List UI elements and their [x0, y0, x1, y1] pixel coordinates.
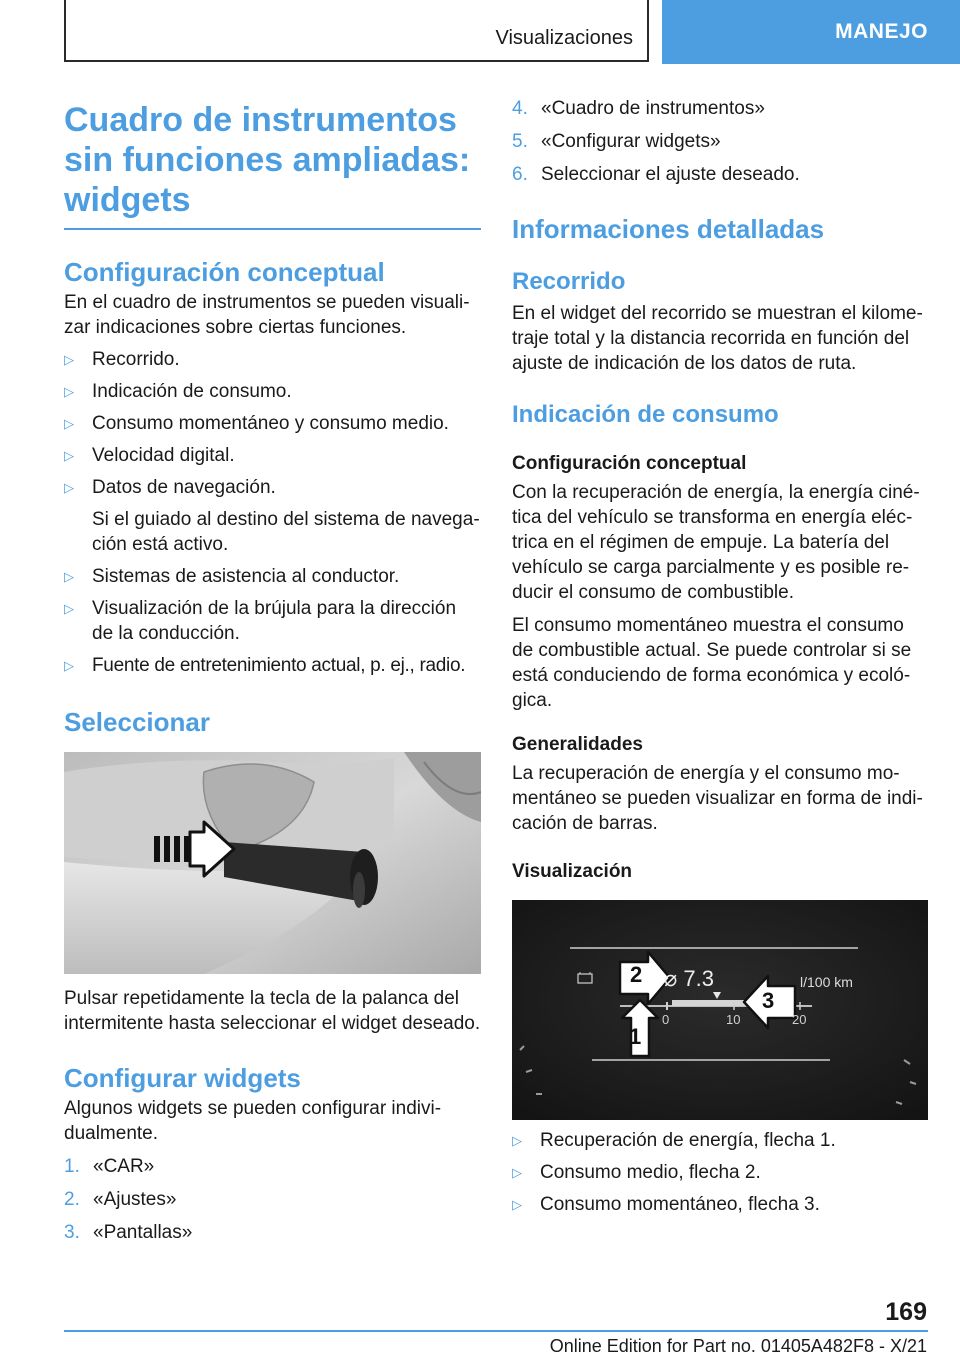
triangle-bullet-icon: ▷ — [64, 384, 74, 399]
triangle-bullet-icon: ▷ — [64, 352, 74, 367]
concept-heading: Configuración conceptual — [64, 257, 385, 287]
general-subheading: Generalidades — [512, 734, 643, 755]
list-item: ▷ Fuente de entretenimiento actual, p. ej., radio. — [64, 655, 466, 676]
list-item: ▷ Velocidad digital. — [64, 445, 235, 466]
list-item: 5. «Configurar widgets» — [512, 131, 721, 152]
triangle-bullet-icon: ▷ — [512, 1165, 522, 1180]
page-title: Cuadro de instrumentos sin funciones ampliadas: widgets — [64, 100, 481, 230]
concept-paragraph-1: Con la recuperación de energía, la energía cinética del vehículo se transforma en energía eléctrica en el régimen de empuje. La batería del vehículo se carga parcialmente y es posible reducir el consumo de combustible. — [512, 482, 920, 603]
display-legend-list — [512, 1128, 928, 1217]
scale-tick-label: 10 — [726, 1012, 741, 1027]
triangle-bullet-icon: ▷ — [64, 416, 74, 431]
list-item: ▷ Datos de navegación. Si el guiado al destino del sistema de navegación está activo. — [64, 477, 480, 555]
consumption-heading: Indicación de consumo — [512, 401, 779, 428]
page-number: 169 — [885, 1298, 927, 1326]
concept-subheading: Configuración conceptual — [512, 453, 747, 474]
general-text: La recuperación de energía y el consumo momentáneo se pueden visualizar en forma de indicación de barras. — [512, 763, 923, 834]
steps-list-right — [512, 96, 928, 187]
concept-text: En el cuadro de instrumentos se pueden visualizar indicaciones sobre ciertas funciones. — [64, 292, 470, 338]
list-item: ▷ Sistemas de asistencia al conductor. — [64, 566, 400, 587]
triangle-bullet-icon: ▷ — [64, 448, 74, 463]
select-heading: Seleccionar — [64, 707, 210, 737]
triangle-bullet-icon: ▷ — [64, 480, 74, 495]
header-section-title: Visualizaciones — [495, 27, 633, 49]
trip-heading: Recorrido — [512, 268, 626, 295]
feature-list — [64, 347, 481, 678]
consumption-unit: l/100 km — [800, 974, 853, 990]
consumption-display-figure — [512, 900, 928, 1120]
list-item: ▷ Recorrido. — [64, 349, 180, 370]
list-item: 6. Seleccionar el ajuste deseado. — [512, 164, 800, 185]
select-text: Pulsar repetidamente la tecla de la palanca del intermitente hasta seleccionar el widget deseado. — [64, 988, 481, 1034]
list-item: ▷ Consumo momentáneo, flecha 3. — [512, 1194, 820, 1215]
navigation-note: Si el guiado al destino del sistema de navegación está activo. — [92, 509, 480, 555]
list-item: ▷ Recuperación de energía, flecha 1. — [512, 1130, 836, 1151]
details-heading: Informaciones detalladas — [512, 214, 825, 244]
header-chapter-tab: MANEJO — [662, 0, 960, 64]
list-item: ▷ Consumo medio, flecha 2. — [512, 1162, 761, 1183]
list-item: 3. «Pantallas» — [64, 1222, 193, 1243]
list-item: ▷ Consumo momentáneo y consumo medio. — [64, 413, 449, 434]
trip-text: En el widget del recorrido se muestran el kilometraje total y la distancia recorrida en función del ajuste de indicación de los datos de ruta. — [512, 303, 923, 374]
list-item: 4. «Cuadro de instrumentos» — [512, 98, 765, 119]
left-column — [64, 100, 481, 1245]
list-item: ▷ Indicación de consumo. — [64, 381, 292, 402]
callout-label: 3 — [762, 988, 775, 1013]
display-subheading: Visualización — [512, 861, 633, 882]
header-frame — [64, 0, 649, 62]
steps-list-left — [64, 1154, 481, 1245]
average-consumption-value: ⌀ 7.3 — [664, 966, 714, 991]
turn-signal-lever-figure — [64, 752, 481, 974]
list-item: 2. «Ajustes» — [64, 1189, 177, 1210]
triangle-bullet-icon: ▷ — [512, 1133, 522, 1148]
configure-widgets-text: Algunos widgets se pueden configurar individualmente. — [64, 1098, 442, 1144]
scale-tick-label: 0 — [662, 1012, 670, 1027]
triangle-bullet-icon: ▷ — [512, 1197, 522, 1212]
callout-label: 1 — [629, 1024, 642, 1049]
callout-label: 2 — [630, 962, 643, 987]
scale-tick-label: 20 — [792, 1012, 807, 1027]
configure-widgets-heading: Configurar widgets — [64, 1063, 301, 1093]
list-item: 1. «CAR» — [64, 1156, 155, 1177]
triangle-bullet-icon: ▷ — [64, 569, 74, 584]
right-column — [512, 100, 928, 1217]
footer-edition-text: Online Edition for Part no. 01405A482F8 - X/21 — [549, 1336, 927, 1356]
triangle-bullet-icon: ▷ — [64, 601, 74, 616]
concept-paragraph-2: El consumo momentáneo muestra el consumo de combustible actual. Se puede controlar si se está conduciendo de forma económica y ecológica. — [512, 615, 912, 711]
triangle-bullet-icon: ▷ — [64, 658, 74, 673]
footer-divider — [64, 1330, 928, 1332]
list-item: ▷ Visualización de la brújula para la dirección de la conducción. — [64, 598, 457, 644]
